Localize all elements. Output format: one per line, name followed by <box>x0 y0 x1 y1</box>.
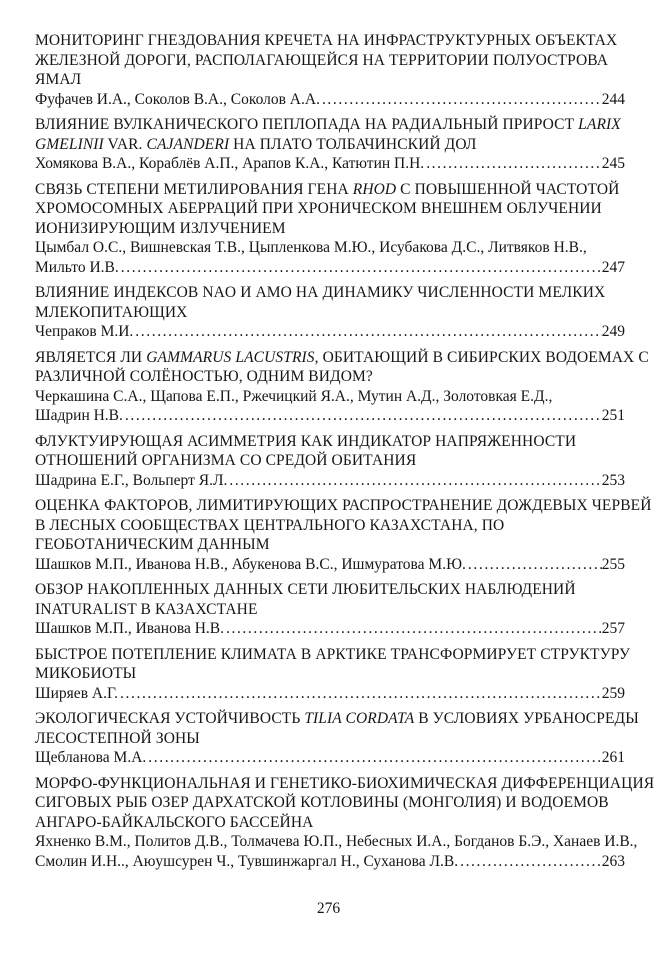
entry-authors: Щебланова М.А. <box>35 749 147 766</box>
entry-title <box>35 432 625 471</box>
entry-title <box>35 496 652 555</box>
entry-authors: Шашков М.П., Иванова Н.В. <box>35 620 224 637</box>
entry-authors-line <box>35 90 625 110</box>
entry-title-line <box>35 645 631 665</box>
title-segment: VAR. <box>103 135 147 153</box>
page-number: 276 <box>316 899 341 917</box>
entry-authors-line <box>35 258 625 278</box>
title-segment: ЯВЛЯЕТСЯ ЛИ <box>35 348 147 366</box>
entry-title-line <box>35 135 625 155</box>
dot-leader <box>135 322 601 342</box>
title-segment: МИКОБИОТЫ <box>35 665 137 682</box>
entry-title-line <box>35 199 625 219</box>
entry-title-line <box>35 219 625 239</box>
entry-page-number: 261 <box>601 749 625 766</box>
entry-title-line <box>35 580 625 600</box>
entry-title-line <box>35 70 625 90</box>
title-segment: , ОБИТАЮЩИЙ В СИБИРСКИХ ВОДОЕМАХ С <box>314 348 649 366</box>
title-segment: ЯМАЛ <box>35 71 82 88</box>
entry-title <box>35 645 631 684</box>
title-italic-segment: RHOD <box>352 180 397 198</box>
entry-authors: Яхненко В.М., Политов Д.В., Толмачева Ю.П., Небесных И.А., Богданов Б.Э., Ханаев И.В., <box>35 833 638 850</box>
title-italic-segment: TILIA CORDATA <box>304 710 415 727</box>
title-segment: МОРФО-ФУНКЦИОНАЛЬНАЯ И ГЕНЕТИКО-БИОХИМИЧЕСКАЯ ДИФФЕРЕНЦИАЦИЯ <box>35 774 655 792</box>
title-segment: В УСЛОВИЯХ УРБАНОСРЕДЫ <box>414 710 639 727</box>
entry-authors: Шадрина Е.Г., Вольперт Я.Л. <box>35 471 228 489</box>
entry-title <box>35 283 625 322</box>
entry-page-number: 245 <box>601 155 625 172</box>
title-segment: МОНИТОРИНГ ГНЕЗДОВАНИЯ КРЕЧЕТА НА ИНФРАСТРУКТУРНЫХ ОБЪЕКТАХ <box>35 32 618 49</box>
title-segment: ЖЕЛЕЗНОЙ ДОРОГИ, РАСПОЛАГАЮЩЕЙСЯ НА ТЕРРИТОРИИ ПОЛУОСТРОВА <box>35 51 609 69</box>
entry-authors-line <box>35 832 638 852</box>
entry-authors-line <box>35 684 625 704</box>
toc-entry <box>35 348 649 426</box>
entry-title <box>35 348 649 387</box>
toc-entry <box>35 31 625 109</box>
title-segment: INATURALIST В КАЗАХСТАНЕ <box>35 600 258 618</box>
dot-leader <box>125 406 602 426</box>
entry-page-number: 257 <box>601 620 625 637</box>
entry-authors: Чепраков М.И. <box>35 323 134 340</box>
title-italic-segment: LARIX <box>578 116 621 133</box>
entry-title-line <box>35 180 625 200</box>
dot-leader <box>120 684 602 704</box>
title-segment: В ЛЕСНЫХ СООБЩЕСТВАХ ЦЕНТРАЛЬНОГО КАЗАХСТАНА, ПО <box>35 516 505 534</box>
entry-title-line <box>35 709 639 729</box>
entry-title-line <box>35 451 625 471</box>
title-segment: ИОНИЗИРУЮЩИМ ИЗЛУЧЕНИЕМ <box>35 219 286 237</box>
toc-entry <box>35 645 631 704</box>
entry-title-line <box>35 516 625 536</box>
title-segment: БЫСТРОЕ ПОТЕПЛЕНИЕ КЛИМАТА В АРКТИКЕ ТРАНСФОРМИРУЕТ СТРУКТУРУ <box>35 645 631 663</box>
entry-page-number: 249 <box>601 323 625 340</box>
title-segment: ГЕОБОТАНИЧЕСКИМ ДАННЫМ <box>35 536 270 553</box>
entry-title <box>35 115 625 154</box>
title-segment: ВЛИЯНИЕ ИНДЕКСОВ NAO И AMO НА ДИНАМИКУ ЧИСЛЕННОСТИ МЕЛКИХ <box>35 284 606 301</box>
toc-entry <box>35 709 639 768</box>
entry-title <box>35 580 625 619</box>
toc-entries <box>35 31 655 877</box>
entry-page-number: 263 <box>601 852 625 870</box>
entry-title-line <box>35 496 652 516</box>
entry-authors: Мильто И.В. <box>35 258 119 276</box>
entry-title-line <box>35 348 649 368</box>
entry-authors: Хомякова В.А., Кораблёв А.П., Арапов К.А., Катютин П.Н. <box>35 155 425 172</box>
title-segment: АНГАРО-БАЙКАЛЬСКОГО БАССЕЙНА <box>35 813 314 831</box>
dot-leader <box>229 471 601 491</box>
entry-title-line <box>35 774 655 794</box>
entry-title-line <box>35 793 625 813</box>
toc-entry <box>35 115 625 174</box>
title-segment: ВЛИЯНИЕ ВУЛКАНИЧЕСКОГО ПЕПЛОПАДА НА РАДИАЛЬНЫЙ ПРИРОСТ <box>35 116 579 133</box>
entry-authors-line <box>35 471 625 491</box>
entry-title-line <box>35 729 625 749</box>
entry-page-number: 251 <box>601 407 625 424</box>
toc-entry <box>35 774 655 872</box>
entry-title-line <box>35 367 625 387</box>
title-segment: СИГОВЫХ РЫБ ОЗЕР ДАРХАТСКОЙ КОТЛОВИНЫ (МОНГОЛИЯ) И ВОДОЕМОВ <box>35 794 609 811</box>
entry-title <box>35 180 625 239</box>
dot-leader <box>148 748 601 768</box>
toc-entry <box>35 283 625 342</box>
dot-leader <box>468 555 602 575</box>
entry-page-number: 244 <box>601 90 625 108</box>
toc-entry <box>35 496 652 574</box>
entry-title-line <box>35 115 625 135</box>
entry-title-line <box>35 600 625 620</box>
entry-title-line <box>35 432 625 452</box>
toc-entry <box>35 432 625 491</box>
dot-leader <box>322 90 602 110</box>
title-segment: НА ПЛАТО ТОЛБАЧИНСКИЙ ДОЛ <box>229 135 477 153</box>
entry-authors: Ширяев А.Г. <box>35 684 119 702</box>
entry-title-line <box>35 813 625 833</box>
entry-authors: Цымбал О.С., Вишневская Т.В., Цыпленкова М.Ю., Исубакова Д.С., Литвяков Н.В., <box>35 239 587 256</box>
entry-authors: Шашков М.П., Иванова Н.В., Абукенова В.С., Ишмуратова М.Ю. <box>35 555 466 573</box>
entry-page-number: 255 <box>601 555 625 573</box>
entry-page-number: 253 <box>601 471 625 489</box>
dot-leader <box>460 852 602 872</box>
title-segment: ОТНОШЕНИЙ ОРГАНИЗМА СО СРЕДОЙ ОБИТАНИЯ <box>35 452 417 469</box>
title-segment: СВЯЗЬ СТЕПЕНИ МЕТИЛИРОВАНИЯ ГЕНА <box>35 180 353 198</box>
entry-title-line <box>35 283 625 303</box>
entry-title-line <box>35 51 625 71</box>
title-segment: ФЛУКТУИРУЮЩАЯ АСИММЕТРИЯ КАК ИНДИКАТОР НАПРЯЖЕННОСТИ <box>35 432 577 450</box>
entry-page-number: 247 <box>601 258 625 276</box>
entry-authors: Смолин И.Н.., Аюушсурен Ч., Тувшинжаргал Н., Суханова Л.В. <box>35 852 459 870</box>
entry-title <box>35 709 639 748</box>
title-italic-segment: GAMMARUS LACUSTRIS <box>146 348 315 366</box>
title-segment: МЛЕКОПИТАЮЩИХ <box>35 303 188 321</box>
title-segment: ЭКОЛОГИЧЕСКАЯ УСТОЙЧИВОСТЬ <box>35 710 305 727</box>
title-segment: ОЦЕНКА ФАКТОРОВ, ЛИМИТИРУЮЩИХ РАСПРОСТРАНЕНИЕ ДОЖДЕВЫХ ЧЕРВЕЙ <box>35 497 652 514</box>
entry-authors: Фуфачев И.А., Соколов В.А., Соколов А.А. <box>35 90 320 108</box>
entry-authors-line <box>35 238 625 258</box>
entry-authors-line <box>35 406 625 426</box>
title-segment: РАЗЛИЧНОЙ СОЛЁНОСТЬЮ, ОДНИМ ВИДОМ? <box>35 368 373 385</box>
dot-leader <box>426 154 602 174</box>
toc-entry <box>35 180 625 278</box>
entry-authors: Шадрин Н.В. <box>35 407 123 424</box>
entry-authors-line <box>35 748 625 768</box>
title-segment: ЛЕСОСТЕПНОЙ ЗОНЫ <box>35 729 200 747</box>
title-segment: С ПОВЫШЕННОЙ ЧАСТОТОЙ <box>396 180 620 198</box>
title-italic-segment: CAJANDERI <box>146 135 230 153</box>
entry-title-line <box>35 303 625 323</box>
entry-title-line <box>35 664 625 684</box>
dot-leader <box>121 258 602 278</box>
entry-title-line <box>35 31 625 51</box>
entry-authors-line <box>35 555 625 575</box>
entry-authors-line <box>35 852 625 872</box>
entry-title-line <box>35 535 625 555</box>
entry-authors-line <box>35 322 625 342</box>
entry-title <box>35 774 655 833</box>
entry-authors-line <box>35 619 625 639</box>
dot-leader <box>226 619 602 639</box>
entry-authors-line <box>35 387 625 407</box>
entry-authors: Черкашина С.А., Щапова Е.П., Ржечицкий Я.А., Мутин А.Д., Золотовкая Е.Д., <box>35 387 553 405</box>
title-segment: ОБЗОР НАКОПЛЕННЫХ ДАННЫХ СЕТИ ЛЮБИТЕЛЬСКИХ НАБЛЮДЕНИЙ <box>35 581 576 598</box>
title-segment: ХРОМОСОМНЫХ АБЕРРАЦИЙ ПРИ ХРОНИЧЕСКОМ ВНЕШНЕМ ОБЛУЧЕНИИ <box>35 200 602 217</box>
entry-page-number: 259 <box>601 684 625 702</box>
title-italic-segment: GMELINII <box>35 135 104 153</box>
entry-authors-line <box>35 154 625 174</box>
toc-entry <box>35 580 625 639</box>
entry-title <box>35 31 625 90</box>
